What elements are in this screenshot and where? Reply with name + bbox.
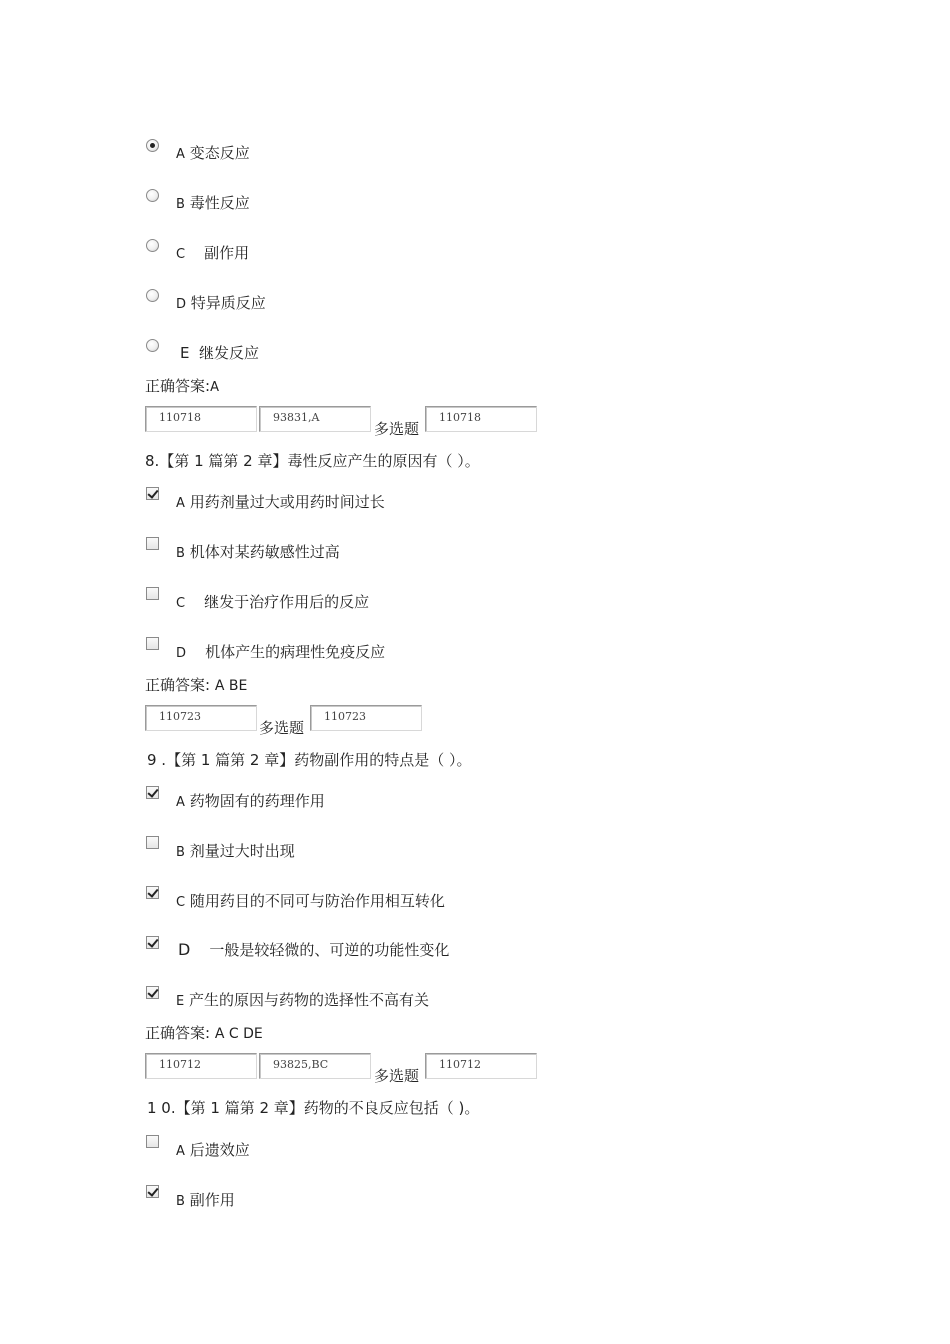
option-a-label: A 用药剂量过大或用药时间过长 [176, 493, 385, 511]
radio-option-d[interactable] [146, 289, 159, 302]
radio-option-a[interactable] [146, 139, 159, 152]
checkbox-option-b[interactable] [146, 1185, 159, 1198]
checkbox-option-a[interactable] [146, 1135, 159, 1148]
question-type-label: 多选题 [259, 719, 305, 737]
option-d-label: D 特异质反应 [176, 294, 266, 312]
correct-answer: 正确答案: A C DE [145, 1024, 263, 1042]
option-e-label: E 继发反应 [180, 344, 260, 362]
field-question-id: 110712 [145, 1053, 257, 1079]
field-answer-record: 93825,BC [259, 1053, 371, 1079]
option-d-label: D 机体产生的病理性免疫反应 [176, 643, 386, 661]
option-c-label: C 随用药目的不同可与防治作用相互转化 [176, 892, 445, 910]
checkbox-option-d[interactable] [146, 637, 159, 650]
option-a-label: A 变态反应 [176, 144, 250, 162]
radio-option-b[interactable] [146, 189, 159, 202]
checkbox-option-e[interactable] [146, 986, 159, 999]
option-d-label: D 一般是较轻微的、可逆的功能性变化 [178, 940, 450, 959]
checkbox-option-b[interactable] [146, 836, 159, 849]
option-c-label: C 继发于治疗作用后的反应 [176, 593, 370, 611]
option-a-label: A 后遗效应 [176, 1141, 250, 1159]
question-title: 1 0.【第 1 篇第 2 章】药物的不良反应包括（ )。 [147, 1099, 480, 1117]
checkbox-option-c[interactable] [146, 886, 159, 899]
radio-option-c[interactable] [146, 239, 159, 252]
question-type-label: 多选题 [374, 1067, 420, 1085]
option-b-label: B 机体对某药敏感性过高 [176, 543, 340, 561]
option-a-label: A 药物固有的药理作用 [176, 792, 325, 810]
field-next-id: 110712 [425, 1053, 537, 1079]
option-b-label: B 副作用 [176, 1191, 235, 1209]
checkbox-option-b[interactable] [146, 537, 159, 550]
field-next-id: 110718 [425, 406, 537, 432]
field-answer-record: 93831,A [259, 406, 371, 432]
option-e-label: E 产生的原因与药物的选择性不高有关 [176, 991, 430, 1009]
option-b-label: B 毒性反应 [176, 194, 250, 212]
correct-answer: 正确答案: A BE [145, 676, 248, 694]
checkbox-option-d[interactable] [146, 936, 159, 949]
field-question-id: 110723 [145, 705, 257, 731]
checkbox-option-c[interactable] [146, 587, 159, 600]
correct-answer: 正确答案:A [145, 377, 219, 395]
field-question-id: 110718 [145, 406, 257, 432]
option-c-label: C 副作用 [176, 244, 250, 262]
question-title: 9 .【第 1 篇第 2 章】药物副作用的特点是（ ）。 [147, 751, 472, 769]
question-title: 8.【第 1 篇第 2 章】毒性反应产生的原因有（ ）。 [145, 452, 480, 470]
radio-option-e[interactable] [146, 339, 159, 352]
field-next-id: 110723 [310, 705, 422, 731]
question-type-label: 多选题 [374, 420, 420, 438]
option-b-label: B 剂量过大时出现 [176, 842, 295, 860]
checkbox-option-a[interactable] [146, 487, 159, 500]
checkbox-option-a[interactable] [146, 786, 159, 799]
